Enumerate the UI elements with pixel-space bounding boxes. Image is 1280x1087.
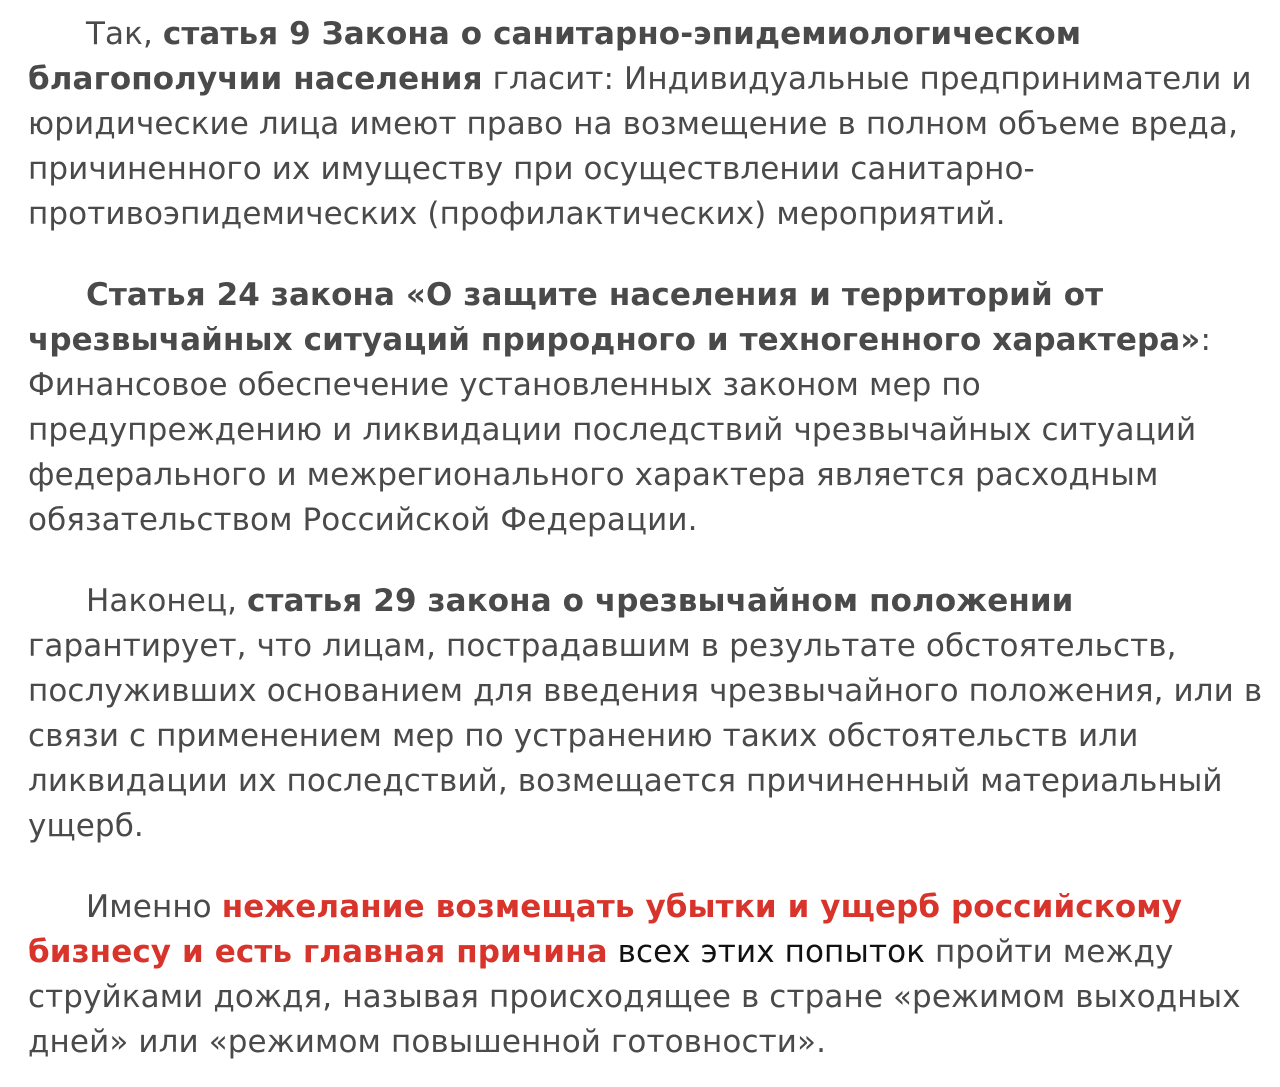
space-separator: [608, 934, 618, 970]
paragraph-intro-text: Так,: [86, 16, 163, 52]
paragraph-conclusion: [28, 885, 1268, 1065]
conclusion-text: пройти между струйками дождя, называя происходящее в стране «режимом выходных дней» или «режимом повышенной готовности».: [28, 934, 1251, 1060]
law-citation-article-9: статья 9 Закона о санитарно-эпидемиологическом благополучии населения: [28, 16, 1093, 97]
law-quote-text: гласит: Индивидуальные предприниматели и юридические лица имеют право на возмещение в полном объеме вреда, причиненного их имуществу при осуществлении санитарно-противоэпидемических (профилактических) мероприятий.: [28, 61, 1262, 232]
law-citation-article-29: статья 29 закона о чрезвычайном положении: [247, 583, 1074, 619]
law-citation-article-24: Статья 24 закона «О защите населения и территорий от чрезвычайных ситуаций природного и техногенного характера»: [28, 277, 1201, 358]
paragraph-intro-text: Наконец,: [86, 583, 248, 619]
law-quote-text: гарантирует, что лицам, пострадавшим в результате обстоятельств, послуживших основанием для введения чрезвычайного положения, или в связи с применением мер по устранению таких обстоятельств или ликвидации их последствий, возмещается причиненный материальный ущерб.: [28, 583, 1273, 844]
law-quote-text: : Финансовое обеспечение установленных законом мер по предупреждению и ликвидации последствий чрезвычайных ситуаций федерального и межрегионального характера является расходным обязательством Российской Федерации.: [28, 322, 1221, 538]
article-text: [28, 12, 1273, 1065]
highlighted-main-reason: нежелание возмещать убытки и ущерб российскому бизнесу и есть главная причина: [28, 889, 1193, 970]
paragraph-article-9: [28, 12, 1268, 237]
paragraph-intro-text: Именно: [86, 889, 222, 925]
dark-emphasis-text: всех этих попыток: [617, 934, 926, 970]
paragraph-article-29: [28, 579, 1273, 849]
paragraph-article-24: [28, 273, 1268, 543]
